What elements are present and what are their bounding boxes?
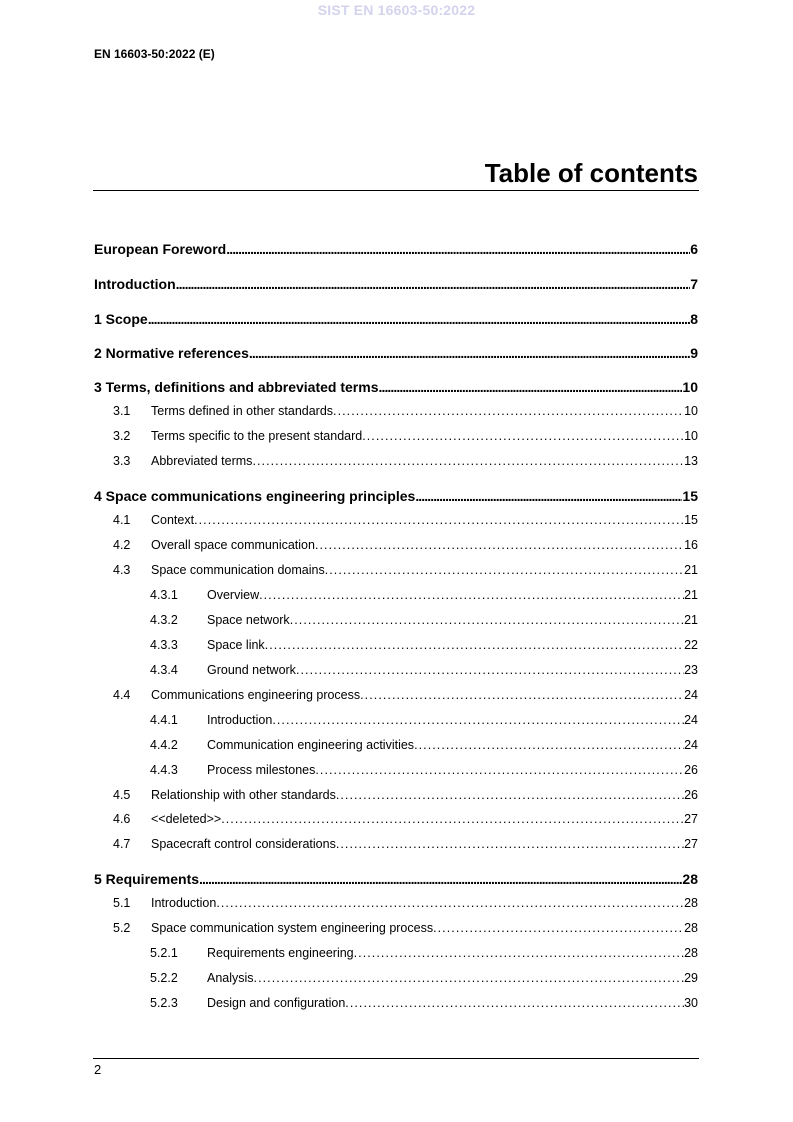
toc-dot-leader xyxy=(259,588,684,602)
toc-entry-label: 1 Scope xyxy=(94,311,148,327)
toc-entry-number: 5.2.2 xyxy=(150,971,178,985)
toc-entry-number: 4.3.3 xyxy=(150,638,178,652)
watermark-text: SIST EN 16603-50:2022 xyxy=(317,2,476,18)
toc-entry-page: 15 xyxy=(684,513,698,527)
toc-entry-number: 5.2 xyxy=(113,921,131,935)
toc-entry-page: 28 xyxy=(684,946,698,960)
toc-entry[interactable] xyxy=(113,921,698,935)
toc-entry-label: Space communication domains xyxy=(151,563,325,577)
toc-entry-page: 27 xyxy=(684,837,698,851)
toc-entry-page: 28 xyxy=(682,871,698,887)
toc-entry-label: Space link xyxy=(207,638,265,652)
toc-entry-label: European Foreword xyxy=(94,241,227,257)
toc-entry-number: 4.7 xyxy=(113,837,131,851)
toc-entry-page: 6 xyxy=(690,241,698,257)
toc-dot-leader xyxy=(354,946,684,960)
toc-dot-leader xyxy=(378,379,682,395)
toc-dot-leader xyxy=(360,688,684,702)
toc-entry[interactable] xyxy=(150,613,698,627)
toc-dot-leader xyxy=(336,837,684,851)
toc-entry-number: 4.5 xyxy=(113,788,131,802)
toc-entry-page: 21 xyxy=(684,613,698,627)
toc-dot-leader xyxy=(252,454,684,468)
toc-entry[interactable] xyxy=(113,788,698,802)
toc-dot-leader xyxy=(415,488,682,504)
toc-entry-page: 23 xyxy=(684,663,698,677)
document-id: EN 16603-50:2022 (E) xyxy=(94,47,215,61)
toc-entry-number: 4.6 xyxy=(113,812,131,826)
toc-dot-leader xyxy=(272,713,684,727)
toc-entry-label: Space communication system engineering process xyxy=(151,921,434,935)
toc-entry-page: 26 xyxy=(684,788,698,802)
toc-entry-number: 3.2 xyxy=(113,429,131,443)
toc-entry[interactable] xyxy=(113,688,698,702)
toc-entry-page: 29 xyxy=(684,971,698,985)
toc-entry-page: 22 xyxy=(684,638,698,652)
toc-entry-number: 5.2.1 xyxy=(150,946,178,960)
toc-dot-leader xyxy=(176,276,691,292)
toc-dot-leader xyxy=(345,996,684,1010)
toc-entry-page: 24 xyxy=(684,713,698,727)
toc-entry-page: 10 xyxy=(684,429,698,443)
page-title: Table of contents xyxy=(484,158,698,188)
toc-dot-leader xyxy=(148,311,691,327)
toc-entry-page: 24 xyxy=(684,688,698,702)
toc-dot-leader xyxy=(414,738,684,752)
toc-entry[interactable] xyxy=(150,996,698,1010)
toc-entry[interactable] xyxy=(113,538,698,552)
toc-entry[interactable] xyxy=(150,946,698,960)
toc-entry[interactable] xyxy=(113,429,698,443)
toc-entry-page: 8 xyxy=(690,311,698,327)
toc-entry-label: Overview xyxy=(207,588,260,602)
toc-dot-leader xyxy=(226,241,690,257)
toc-entry-number: 5.2.3 xyxy=(150,996,178,1010)
toc-dot-leader xyxy=(216,896,684,910)
toc-entry-number: 4.4.1 xyxy=(150,713,178,727)
toc-dot-leader xyxy=(221,812,684,826)
toc-entry[interactable] xyxy=(113,404,698,418)
toc-entry-page: 9 xyxy=(690,345,698,361)
toc-dot-leader xyxy=(433,921,684,935)
toc-entry[interactable] xyxy=(94,311,698,327)
toc-entry-number: 4.4.3 xyxy=(150,763,178,777)
toc-entry-label: Design and configuration xyxy=(207,996,346,1010)
toc-entry-label: Spacecraft control considerations xyxy=(151,837,336,851)
toc-entry-label: Introduction xyxy=(94,276,176,292)
toc-dot-leader xyxy=(362,429,684,443)
toc-entry-page: 26 xyxy=(684,763,698,777)
toc-entry-page: 15 xyxy=(682,488,698,504)
toc-entry-number: 4.4.2 xyxy=(150,738,178,752)
toc-entry-label: Requirements engineering xyxy=(207,946,354,960)
toc-entry[interactable] xyxy=(113,896,698,910)
toc-entry-page: 13 xyxy=(684,454,698,468)
toc-entry[interactable] xyxy=(113,812,698,826)
toc-entry-page: 28 xyxy=(684,921,698,935)
toc-entry-label: Ground network xyxy=(207,663,296,677)
toc-entry-label: Introduction xyxy=(207,713,273,727)
toc-entry-page: 21 xyxy=(684,563,698,577)
toc-entry[interactable] xyxy=(150,738,698,752)
toc-entry[interactable] xyxy=(94,379,698,395)
toc-entry-page: 10 xyxy=(684,404,698,418)
toc-entry-number: 4.4 xyxy=(113,688,131,702)
toc-dot-leader xyxy=(325,563,684,577)
toc-entry-page: 16 xyxy=(684,538,698,552)
toc-entry-number: 5.1 xyxy=(113,896,131,910)
toc-entry-number: 3.3 xyxy=(113,454,131,468)
toc-dot-leader xyxy=(336,788,684,802)
toc-entry-number: 4.1 xyxy=(113,513,131,527)
toc-entry-page: 30 xyxy=(684,996,698,1010)
toc-entry-page: 27 xyxy=(684,812,698,826)
toc-entry-label: <<deleted>> xyxy=(151,812,222,826)
toc-dot-leader xyxy=(296,663,684,677)
toc-entry[interactable] xyxy=(150,663,698,677)
toc-entry[interactable] xyxy=(150,971,698,985)
toc-entry-number: 4.3 xyxy=(113,563,131,577)
toc-entry-label: Analysis xyxy=(207,971,254,985)
toc-entry-page: 10 xyxy=(682,379,698,395)
toc-entry[interactable] xyxy=(113,513,698,527)
toc-entry-label: 3 Terms, definitions and abbreviated terms xyxy=(94,379,379,395)
toc-entry-label: Abbreviated terms xyxy=(151,454,253,468)
toc-entry-number: 4.3.1 xyxy=(150,588,178,602)
toc-entry-number: 4.3.4 xyxy=(150,663,178,677)
toc-entry[interactable] xyxy=(94,345,698,361)
toc-entry-label: 2 Normative references xyxy=(94,345,249,361)
toc-entry-page: 28 xyxy=(684,896,698,910)
toc-dot-leader xyxy=(315,538,684,552)
toc-dot-leader xyxy=(315,763,684,777)
toc-entry-page: 24 xyxy=(684,738,698,752)
toc-entry[interactable] xyxy=(94,871,698,887)
toc-entry-page: 21 xyxy=(684,588,698,602)
toc-entry-label: 5 Requirements xyxy=(94,871,200,887)
toc-dot-leader xyxy=(199,871,682,887)
toc-entry[interactable] xyxy=(150,638,698,652)
toc-dot-leader xyxy=(194,513,684,527)
toc-entry-number: 4.3.2 xyxy=(150,613,178,627)
toc-entry[interactable] xyxy=(94,276,698,292)
toc-entry-label: Communications engineering process xyxy=(151,688,361,702)
toc-entry-label: Overall space communication xyxy=(151,538,315,552)
toc-entry[interactable] xyxy=(94,488,698,504)
toc-entry-number: 3.1 xyxy=(113,404,131,418)
toc-entry-number: 4.2 xyxy=(113,538,131,552)
toc-dot-leader xyxy=(333,404,684,418)
toc-entry-label: 4 Space communications engineering principles xyxy=(94,488,416,504)
toc-entry-label: Terms specific to the present standard xyxy=(151,429,363,443)
toc-entry-label: Communication engineering activities xyxy=(207,738,415,752)
toc-entry[interactable] xyxy=(150,763,698,777)
page-number: 2 xyxy=(94,1062,102,1077)
toc-entry-label: Introduction xyxy=(151,896,217,910)
toc-entry-label: Relationship with other standards xyxy=(151,788,336,802)
toc-dot-leader xyxy=(249,345,690,361)
footer-rule xyxy=(93,1058,699,1059)
toc-entry-label: Terms defined in other standards xyxy=(151,404,334,418)
toc-entry-label: Space network xyxy=(207,613,290,627)
toc-entry-page: 7 xyxy=(690,276,698,292)
toc-dot-leader xyxy=(290,613,684,627)
toc-entry[interactable] xyxy=(94,241,698,257)
toc-entry[interactable] xyxy=(150,588,698,602)
toc-entry[interactable] xyxy=(150,713,698,727)
toc-entry-label: Context xyxy=(151,513,195,527)
toc-entry-label: Process milestones xyxy=(207,763,316,777)
toc-dot-leader xyxy=(265,638,684,652)
toc-dot-leader xyxy=(254,971,685,985)
toc-entry[interactable] xyxy=(113,563,698,577)
toc-entry[interactable] xyxy=(113,837,698,851)
toc-entry[interactable] xyxy=(113,454,698,468)
